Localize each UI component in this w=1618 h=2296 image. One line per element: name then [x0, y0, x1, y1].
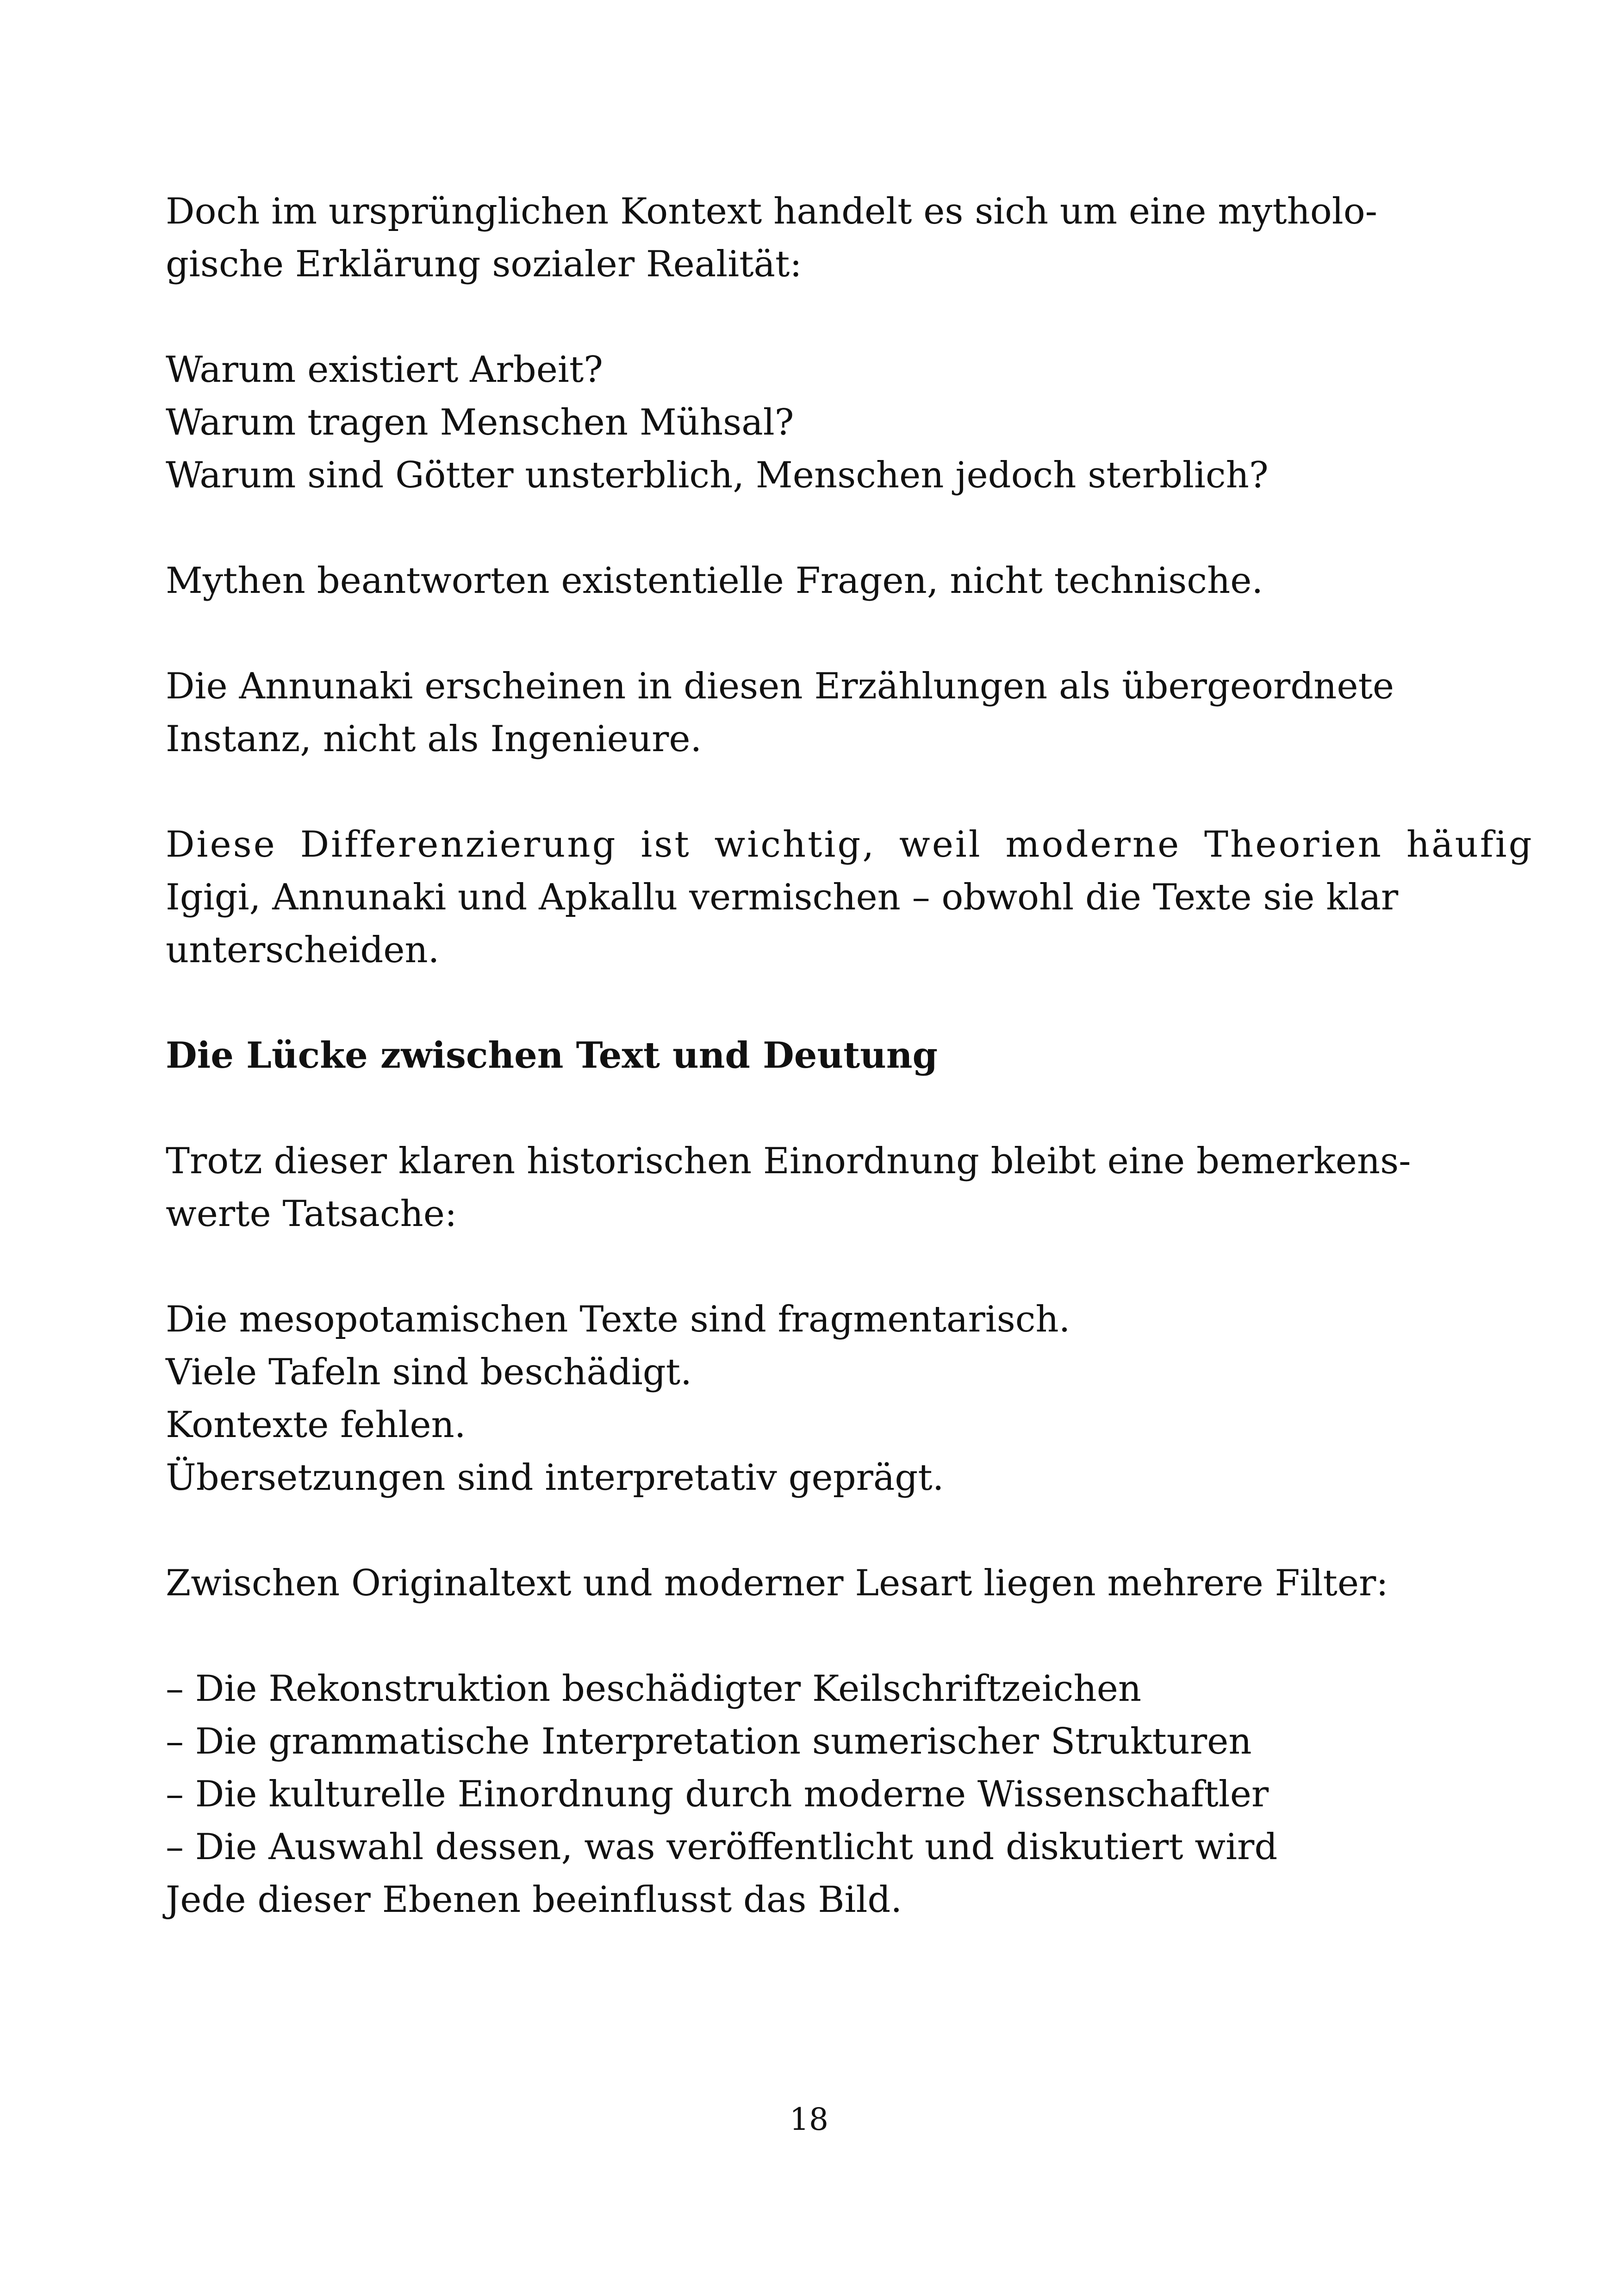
paragraph-annunaki [166, 660, 1452, 765]
text-line: Warum tragen Menschen Mühsal? [166, 402, 794, 443]
paragraph-questions [166, 343, 1452, 502]
paragraph-fact [166, 1135, 1452, 1240]
paragraph-filters-list [166, 1662, 1452, 1926]
paragraph-filters-intro [166, 1557, 1452, 1610]
section-heading: Die Lücke zwischen Text und Deutung [166, 1034, 938, 1076]
text-line: Zwischen Originaltext und moderner Lesart liegen mehrere Filter: [166, 1562, 1388, 1604]
text-line: Kontexte fehlen. [166, 1404, 466, 1446]
list-item: – Die kulturelle Einordnung durch moderne Wissenschaftler [166, 1773, 1269, 1815]
text-line: unterscheiden. [166, 929, 440, 971]
page-number: 18 [790, 2102, 828, 2137]
paragraph-context [166, 185, 1452, 291]
text-line: Warum existiert Arbeit? [166, 349, 603, 391]
text-line: Trotz dieser klaren historischen Einordnung bleibt eine bemerkens- [166, 1140, 1411, 1182]
paragraph-myths [166, 554, 1452, 607]
list-item: – Die Auswahl dessen, was veröffentlicht und diskutiert wird [166, 1826, 1278, 1868]
text-line: Die mesopotamischen Texte sind fragmentarisch. [166, 1299, 1070, 1340]
text-line: Übersetzungen sind interpretativ geprägt. [166, 1457, 944, 1499]
text-line: gische Erklärung sozialer Realität: [166, 243, 802, 285]
text-line: Jede dieser Ebenen beeinflusst das Bild. [166, 1879, 902, 1921]
text-line: Warum sind Götter unsterblich, Menschen jedoch sterblich? [166, 454, 1269, 496]
page-body [166, 185, 1534, 1979]
text-line: Viele Tafeln sind beschädigt. [166, 1351, 692, 1393]
text-line: werte Tatsache: [166, 1193, 457, 1235]
text-line: Die Annunaki erscheinen in diesen Erzählungen als übergeordnete [166, 666, 1394, 707]
paragraph-differentiation [166, 818, 1534, 977]
list-item: – Die Rekonstruktion beschädigter Keilschriftzeichen [166, 1668, 1142, 1710]
paragraph-fragments [166, 1293, 1452, 1504]
text-line: Mythen beantworten existentielle Fragen, nicht technische. [166, 560, 1263, 602]
text-line: Diese Differenzierung ist wichtig, weil moderne Theorien häufig [166, 824, 1534, 865]
text-line: Igigi, Annunaki und Apkallu vermischen – obwohl die Texte sie klar [166, 877, 1399, 918]
list-item: – Die grammatische Interpretation sumerischer Strukturen [166, 1721, 1252, 1762]
text-line: Doch im ursprünglichen Kontext handelt es sich um eine mytholo- [166, 191, 1378, 232]
text-line: Instanz, nicht als Ingenieure. [166, 718, 702, 760]
